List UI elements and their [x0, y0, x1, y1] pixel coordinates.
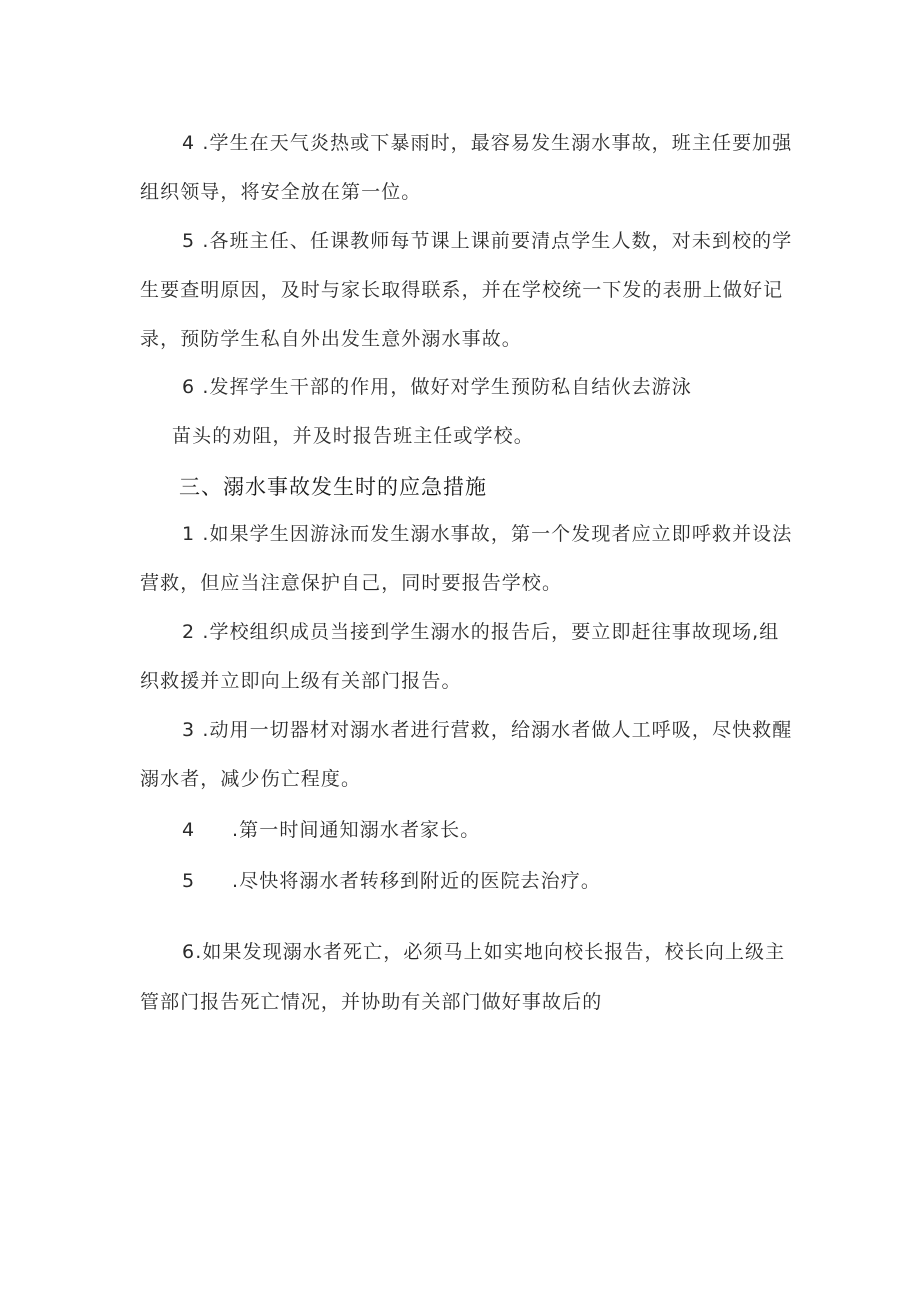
- measure3-line1: 3 .动用一切器材对溺水者进行营救，给溺水者做人工呼吸，尽快救醒: [182, 719, 793, 741]
- para5-line1: 5 .各班主任、任课教师每节课上课前要清点学生人数，对未到校的学: [182, 230, 793, 252]
- measure2-line1: 2 .学校组织成员当接到学生溺水的报告后，要立即赶往事故现场,组: [182, 621, 780, 643]
- measure6-line2: 管部门报告死亡情况，并协助有关部门做好事故后的: [140, 991, 603, 1013]
- section-heading: 三、溺水事故发生时的应急措施: [179, 475, 487, 499]
- measure2-line2: 织救援并立即向上级有关部门报告。: [140, 670, 462, 692]
- measure1-line2: 营救，但应当注意保护自己，同时要报告学校。: [140, 572, 563, 594]
- measure5-number: 5: [182, 870, 196, 892]
- para4-line1: 4 .学生在天气炎热或下暴雨时，最容易发生溺水事故，班主任要加强: [182, 132, 793, 154]
- measure3-line2: 溺水者，减少伤亡程度。: [140, 768, 362, 790]
- measure4-number: 4: [182, 819, 196, 841]
- measure6-line1: 6.如果发现溺水者死亡，必须马上如实地向校长报告，校长向上级主: [182, 941, 786, 963]
- measure1-line1: 1 .如果学生因游泳而发生溺水事故，第一个发现者应立即呼救并设法: [182, 523, 793, 545]
- para5-line2: 生要查明原因，及时与家长取得联系，并在学校统一下发的表册上做好记: [140, 279, 784, 301]
- para6-line2: 苗头的劝阻，并及时报告班主任或学校。: [172, 425, 534, 447]
- para6-line1: 6 .发挥学生干部的作用，做好对学生预防私自结伙去游泳: [182, 376, 692, 398]
- para5-line3: 录，预防学生私自外出发生意外溺水事故。: [140, 328, 522, 350]
- para4-line2: 组织领导，将安全放在第一位。: [140, 181, 422, 203]
- measure5-text: .尽快将溺水者转移到附近的医院去治疗。: [232, 870, 601, 892]
- measure4-text: .第一时间通知溺水者家长。: [232, 819, 481, 841]
